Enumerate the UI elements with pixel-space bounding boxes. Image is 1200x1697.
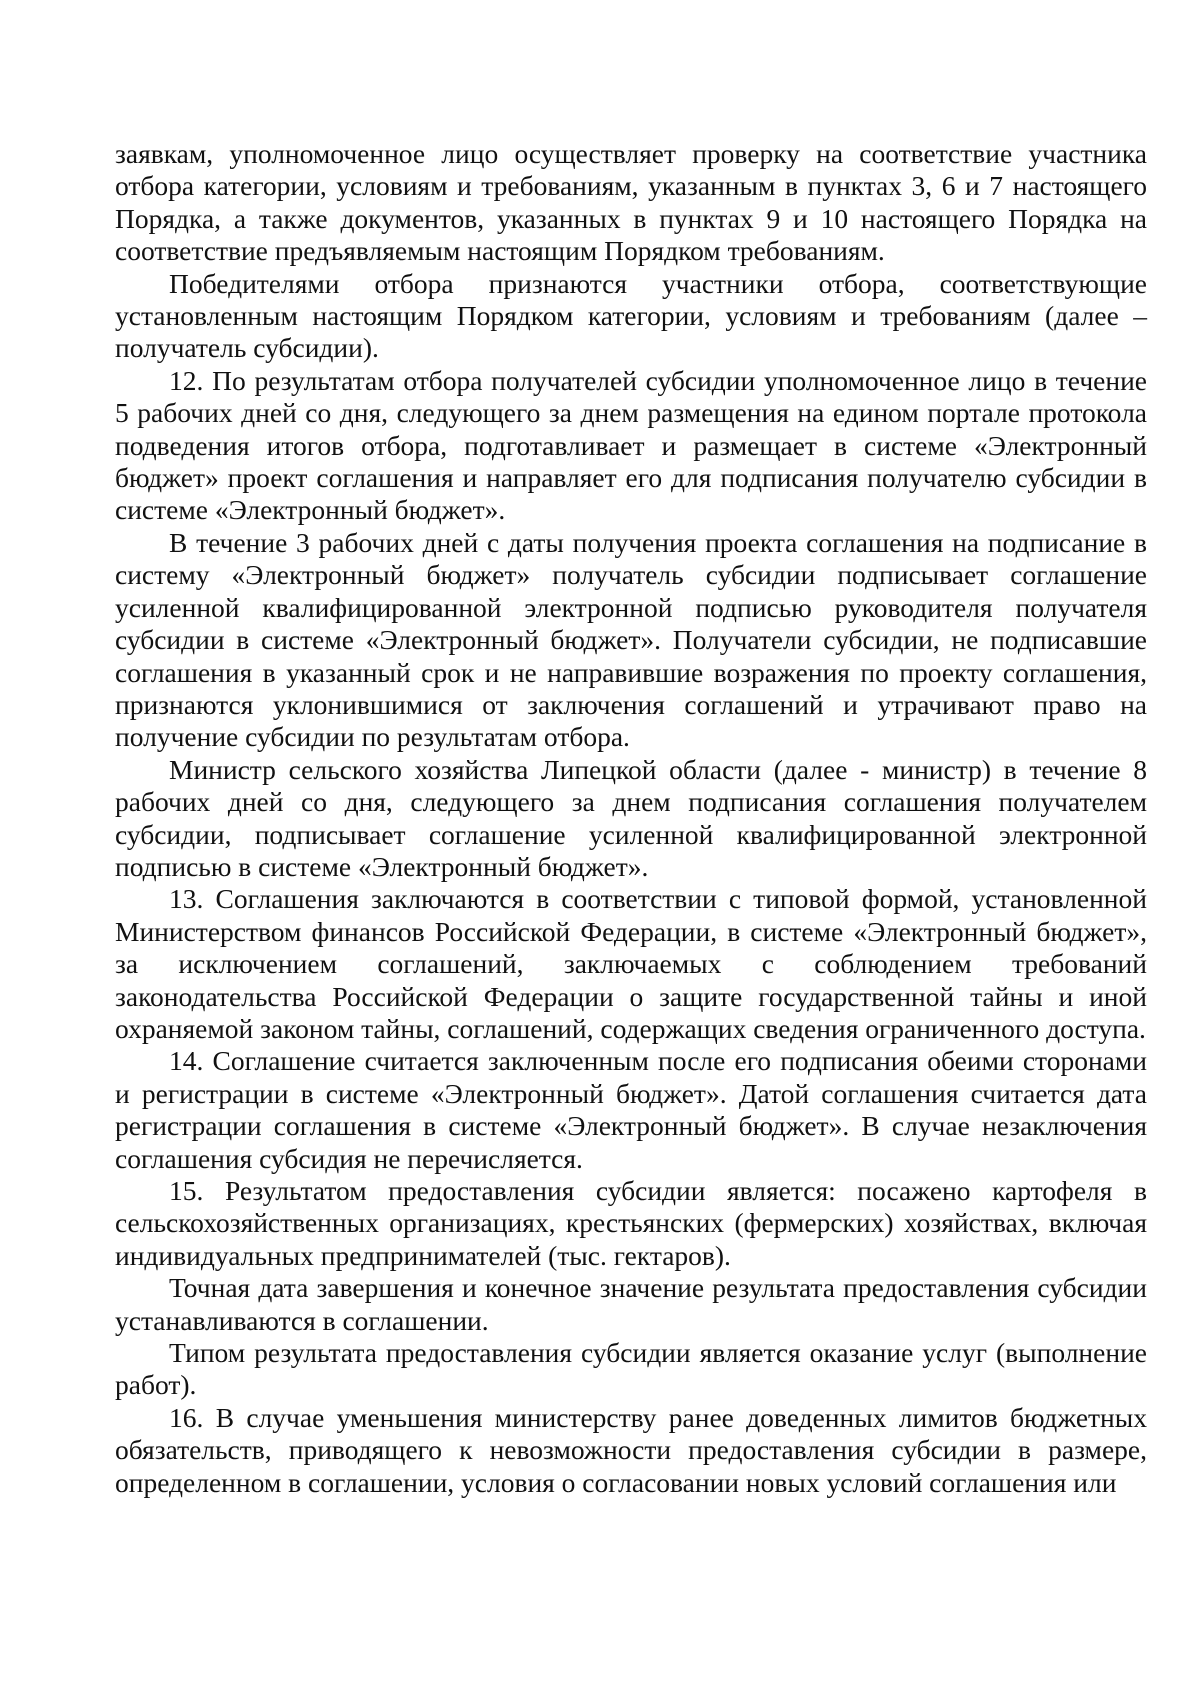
paragraph-result-date: Точная дата завершения и конечное значение результата предоставления субсидии устанавливаются в соглашении. — [115, 1272, 1147, 1336]
paragraph-selection-winners: Победителями отбора признаются участники отбора, соответствующие установленным настоящим Порядком категории, условиям и требованиям (далее – получатель субсидии). — [115, 267, 1147, 364]
paragraph-item-13: 13. Соглашения заключаются в соответствии с типовой формой, установленной Министерством финансов Российской Федерации, в системе «Электронный бюджет», за исключением соглашений, заключаемых с соблюдением требований законодательства Российской Федерации о защите государственной тайны и иной охраняемой законом тайны, соглашений, содержащих сведения ограниченного доступа. — [115, 883, 1147, 1044]
paragraph-signing-deadline: В течение 3 рабочих дней с даты получения проекта соглашения на подписание в систему «Электронный бюджет» получатель субсидии подписывает соглашение усиленной квалифицированной электронной подписью руководителя получателя субсидии в системе «Электронный бюджет». Получатели субсидии, не подписавшие соглашения в указанный срок и не направившие возражения по проекту соглашения, признаются уклонившимися от заключения соглашений и утрачивают право на получение субсидии по результатам отбора. — [115, 526, 1147, 753]
paragraph-item-14: 14. Соглашение считается заключенным после его подписания обеими сторонами и регистрации в системе «Электронный бюджет». Датой соглашения считается дата регистрации соглашения в системе «Электронный бюджет». В случае незаключения соглашения субсидия не перечисляется. — [115, 1045, 1147, 1174]
paragraph-item-12: 12. По результатам отбора получателей субсидии уполномоченное лицо в течение 5 рабочих дней со дня, следующего за днем размещения на едином портале протокола подведения итогов отбора, подготавливает и размещает в системе «Электронный бюджет» проект соглашения и направляет его для подписания получателю субсидии в системе «Электронный бюджет». — [115, 364, 1147, 526]
document-page — [115, 138, 1147, 1499]
paragraph-minister-signing: Министр сельского хозяйства Липецкой области (далее - министр) в течение 8 рабочих дней со дня, следующего за днем подписания соглашения получателем субсидии, подписывает соглашение усиленной квалифицированной электронной подписью в системе «Электронный бюджет». — [115, 753, 1147, 882]
paragraph-result-type: Типом результата предоставления субсидии является оказание услуг (выполнение работ). — [115, 1337, 1147, 1401]
paragraph-item-16: 16. В случае уменьшения министерству ранее доведенных лимитов бюджетных обязательств, приводящего к невозможности предоставления субсидии в размере, определенном в соглашении, условия о согласовании новых условий соглашения или — [115, 1401, 1147, 1498]
paragraph-item-15: 15. Результатом предоставления субсидии является: посажено картофеля в сельскохозяйственных организациях, крестьянских (фермерских) хозяйствах, включая индивидуальных предпринимателей (тыс. гектаров). — [115, 1175, 1147, 1271]
paragraph-eligibility-check: заявкам, уполномоченное лицо осуществляет проверку на соответствие участника отбора категории, условиям и требованиям, указанным в пунктах 3, 6 и 7 настоящего Порядка, а также документов, указанных в пунктах 9 и 10 настоящего Порядка на соответствие предъявляемым настоящим Порядком требованиям. — [115, 138, 1147, 267]
